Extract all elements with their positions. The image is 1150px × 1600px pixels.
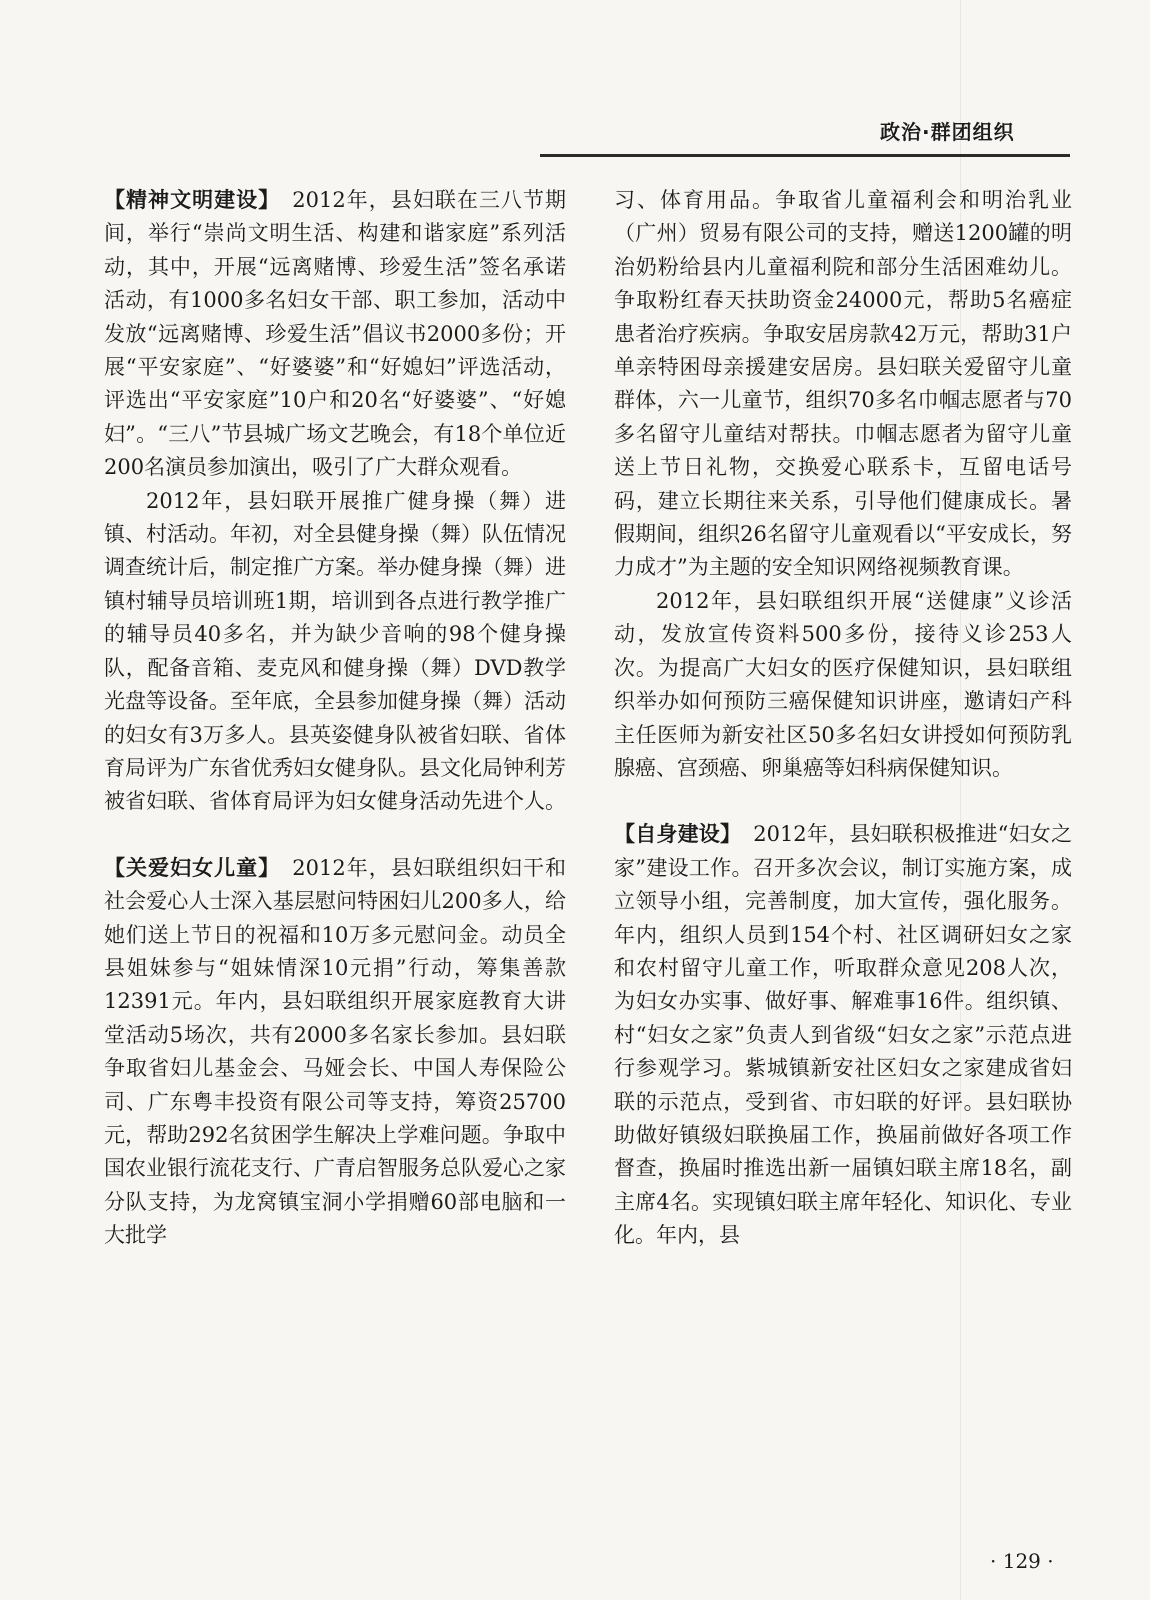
section-care-women-children xyxy=(104,852,566,1253)
page-number: · 129 · xyxy=(990,1549,1054,1573)
section-gap xyxy=(104,819,566,852)
paragraph: 2012年，县妇联组织开展“送健康”义诊活动，发放宣传资料500多份，接待义诊253人次。为提高广大妇女的医疗保健知识，县妇联组织举办如何预防三癌保健知识讲座，邀请妇产科主任医师为新安社区50多名妇女讲授如何预防乳腺癌、宫颈癌、卵巢癌等妇科病保健知识。 xyxy=(614,588,1072,780)
section-heading: 【精神文明建设】 xyxy=(104,188,281,212)
paragraph: 2012年，县妇联在三八节期间，举行“崇尚文明生活、构建和谐家庭”系列活动，其中，开展“远离赌博、珍爱生活”签名承诺活动，有1000多名妇女干部、职工参加，活动中发放“远离赌博、珍爱生活”倡议书2000多份；开展“平安家庭”、“好婆婆”和“好媳妇”评选活动，评选出“平安家庭”10户和20名“好婆婆”、“好媳妇”。“三八”节县城广场文艺晚会，有18个单位近200名演员参加演出，吸引了广大群众观看。 xyxy=(104,188,566,480)
paragraph: 2012年，县妇联组织妇干和社会爱心人士深入基层慰问特困妇儿200多人，给她们送上节日的祝福和10万多元慰问金。动员全县姐妹参与“姐妹情深10元捐”行动，筹集善款12391元。年内，县妇联组织开展家庭教育大讲堂活动5场次，共有2000多名家长参加。县妇联争取省妇儿基金会、马娅会长、中国人寿保险公司、广东粤丰投资有限公司等支持，筹资25700元，帮助292名贫困学生解决上学难问题。争取中国农业银行流花支行、广青启智服务总队爱心之家分队支持，为龙窝镇宝洞小学捐赠60部电脑和一大批学 xyxy=(104,855,566,1248)
right-column xyxy=(614,184,1072,1253)
section-self-building xyxy=(614,818,1072,1252)
running-head: 政治·群团组织 xyxy=(880,120,1015,144)
section-spiritual-civilization xyxy=(104,184,566,485)
section-gap xyxy=(614,785,1072,818)
paragraph: 2012年，县妇联开展推广健身操（舞）进镇、村活动。年初，对全县健身操（舞）队伍情况调查统计后，制定推广方案。举办健身操（舞）进镇村辅导员培训班1期，培训到各点进行教学推广的辅导员40多名，并为缺少音响的98个健身操队，配备音箱、麦克风和健身操（舞）DVD教学光盘等设备。至年底，全县参加健身操（舞）活动的妇女有3万多人。县英姿健身队被省妇联、省体育局评为广东省优秀妇女健身队。县文化局钟利芳被省妇联、省体育局评为妇女健身活动先进个人。 xyxy=(104,488,566,814)
left-column xyxy=(104,184,566,1253)
header-rule xyxy=(540,154,1070,157)
paragraph: 2012年，县妇联积极推进“妇女之家”建设工作。召开多次会议，制订实施方案，成立领导小组，完善制度，加大宣传，强化服务。年内，组织人员到154个村、社区调研妇女之家和农村留守儿童工作，听取群众意见208人次，为妇女办实事、做好事、解难事16件。组织镇、村“妇女之家”负责人到省级“妇女之家”示范点进行参观学习。紫城镇新安社区妇女之家建成省妇联的示范点，受到省、市妇联的好评。县妇联协助做好镇级妇联换届工作，换届前做好各项工作督查，换届时推选出新一届镇妇联主席18名，副主席4名。实现镇妇联主席年轻化、知识化、专业化。年内，县 xyxy=(614,822,1073,1248)
section-heading: 【关爱妇女儿童】 xyxy=(104,855,281,880)
paragraph: 习、体育用品。争取省儿童福利会和明治乳业（广州）贸易有限公司的支持，赠送1200罐的明治奶粉给县内儿童福利院和部分生活困难幼儿。争取粉红春天扶助资金24000元，帮助5名癌症患者治疗疾病。争取安居房款42万元，帮助31户单亲特困母亲援建安居房。县妇联关爱留守儿童群体，六一儿童节，组织70多名巾帼志愿者与70多名留守儿童结对帮扶。巾帼志愿者为留守儿童送上节日礼物，交换爱心联系卡，互留电话号码，建立长期往来关系，引导他们健康成长。暑假期间，组织26名留守儿童观看以“平安成长，努力成才”为主题的安全知识网络视频教育课。 xyxy=(614,188,1072,580)
section-heading: 【自身建设】 xyxy=(614,822,742,847)
